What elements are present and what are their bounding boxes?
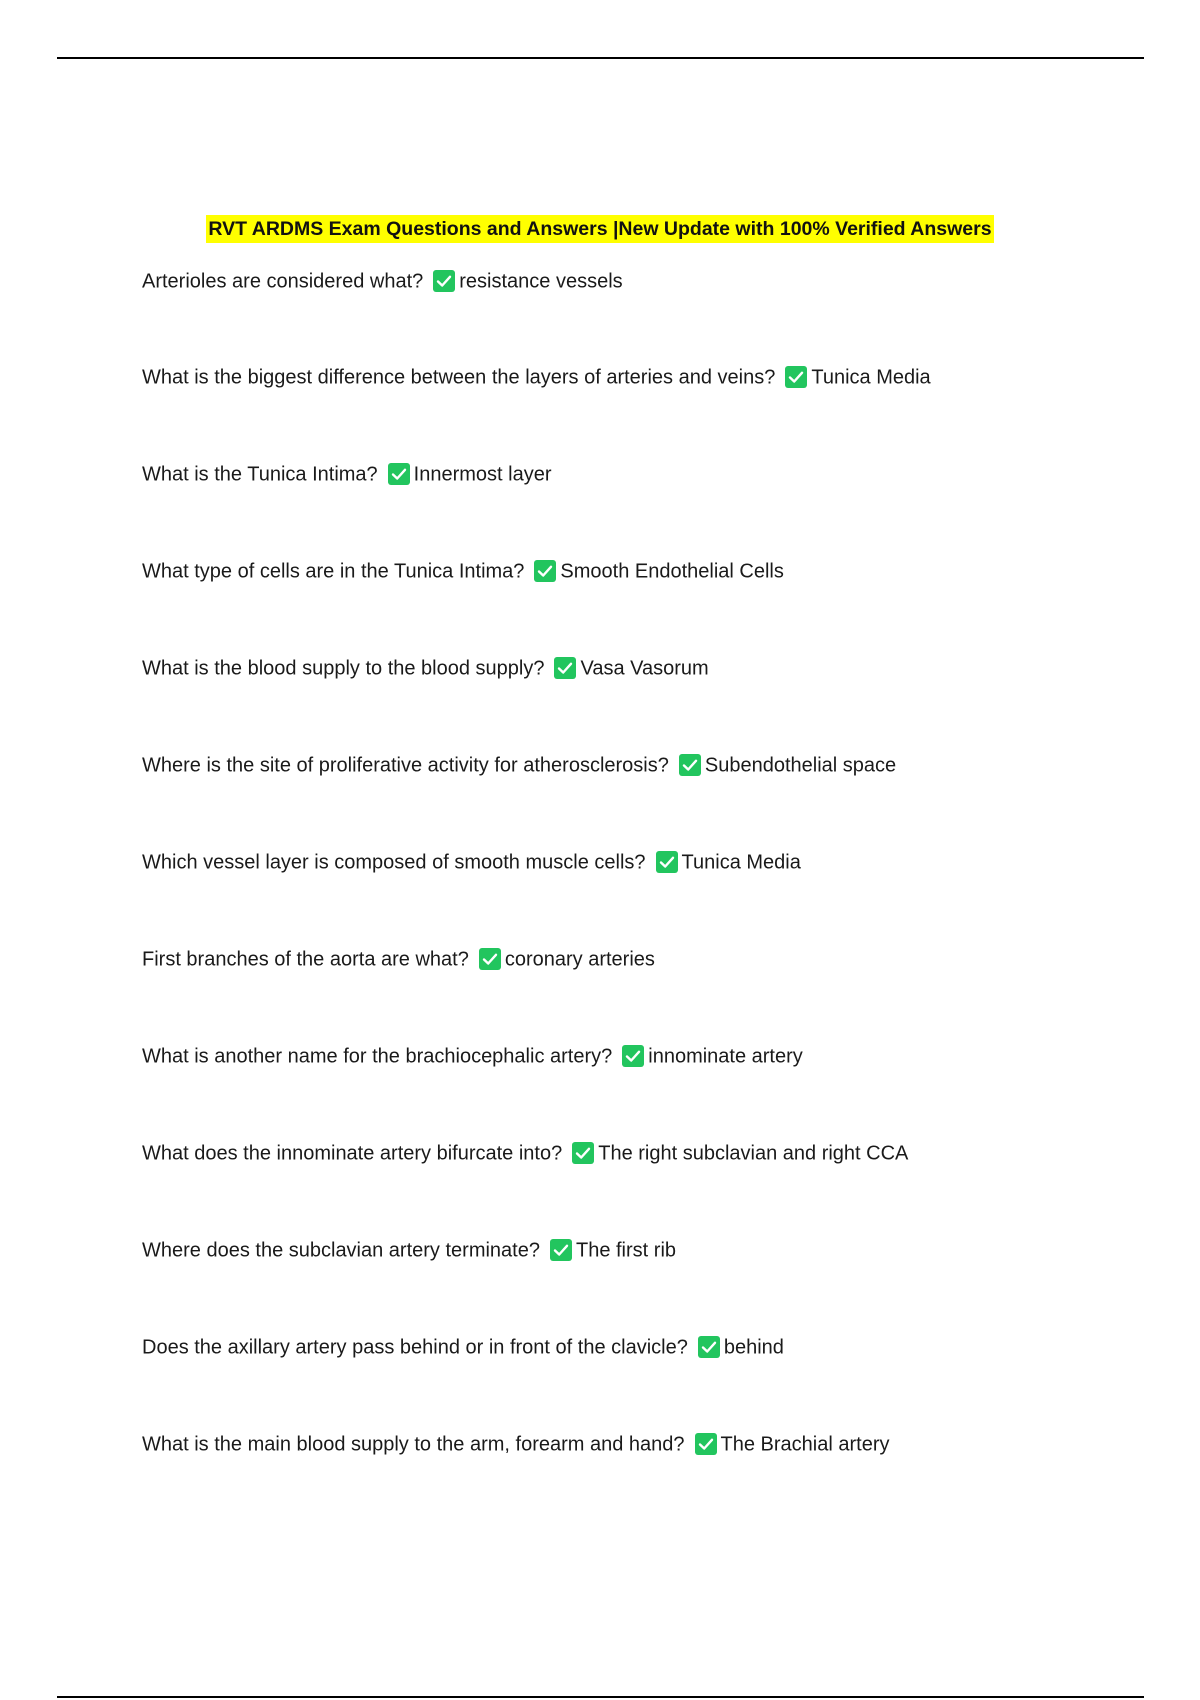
qa-item [142,1234,1142,1331]
qa-item [142,265,1142,361]
document-title: RVT ARDMS Exam Questions and Answers |New Update with 100% Verified Answers [206,215,993,243]
qa-item [142,361,1142,458]
answer-text: The right subclavian and right CCA [598,1142,909,1165]
check-mark-icon [572,1142,594,1164]
check-mark-icon [656,851,678,873]
question-text: What type of cells are in the Tunica Intima? [142,560,525,583]
question-text: First branches of the aorta are what? [142,948,469,971]
question-text: What is another name for the brachiocephalic artery? [142,1045,613,1068]
qa-list [142,265,1142,1525]
qa-item [142,749,1142,846]
answer-text: The first rib [575,1239,677,1262]
check-mark-icon [622,1045,644,1067]
check-mark-icon [388,463,410,485]
question-text: Does the axillary artery pass behind or in front of the clavicle? [142,1336,688,1359]
question-text: What is the biggest difference between the layers of arteries and veins? [142,366,776,389]
bottom-divider [57,1696,1144,1698]
check-mark-icon [698,1336,720,1358]
answer-text: The Brachial artery [720,1433,890,1456]
check-mark-icon [479,948,501,970]
title-container [0,215,1200,243]
answer-text: coronary arteries [504,948,655,971]
question-text: What is the Tunica Intima? [142,463,378,486]
question-text: What does the innominate artery bifurcate into? [142,1142,563,1165]
qa-item [142,652,1142,749]
answer-text: behind [723,1336,784,1359]
qa-item [142,458,1142,555]
question-text: Where does the subclavian artery terminate? [142,1239,540,1262]
top-divider [57,57,1144,59]
answer-text: Smooth Endothelial Cells [560,560,784,583]
qa-item [142,1428,1142,1525]
qa-item [142,1137,1142,1234]
answer-text: Innermost layer [413,463,552,486]
check-mark-icon [534,560,556,582]
question-text: Arterioles are considered what? [142,270,424,293]
check-mark-icon [433,270,455,292]
check-mark-icon [554,657,576,679]
check-mark-icon [679,754,701,776]
question-text: Where is the site of proliferative activity for atherosclerosis? [142,754,669,777]
qa-item [142,555,1142,652]
qa-item [142,1040,1142,1137]
question-text: Which vessel layer is composed of smooth muscle cells? [142,851,646,874]
qa-item [142,846,1142,943]
question-text: What is the main blood supply to the arm, forearm and hand? [142,1433,685,1456]
answer-text: Vasa Vasorum [580,657,709,680]
answer-text: Tunica Media [681,851,801,874]
qa-item [142,1331,1142,1428]
check-mark-icon [695,1433,717,1455]
answer-text: Tunica Media [811,366,931,389]
answer-text: resistance vessels [459,270,623,293]
question-text: What is the blood supply to the blood supply? [142,657,545,680]
check-mark-icon [550,1239,572,1261]
qa-item [142,943,1142,1040]
answer-text: innominate artery [648,1045,803,1068]
answer-text: Subendothelial space [704,754,897,777]
check-mark-icon [785,366,807,388]
